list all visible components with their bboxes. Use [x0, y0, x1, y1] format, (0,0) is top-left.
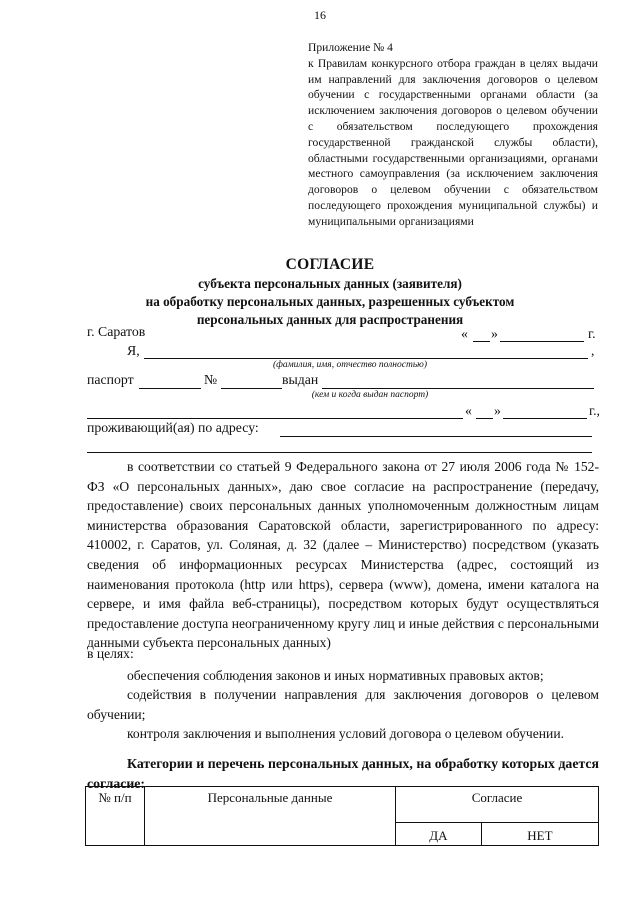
purpose-item-2: содействия в получении направления для заключения договоров о целевом обучении;	[87, 687, 599, 722]
fio-comma: ,	[591, 343, 595, 358]
table-header-yes: ДА	[396, 823, 482, 846]
passport-number-label: №	[204, 372, 218, 387]
date-year-suffix: г.	[588, 326, 596, 341]
subtitle-line-1: субъекта персональных данных (заявителя)	[198, 276, 462, 291]
address-line-1[interactable]	[280, 436, 592, 437]
issued-label: выдан	[282, 372, 319, 387]
categories-heading: Категории и перечень персональных данных, на обработку которых дается согласие:	[87, 756, 599, 791]
ya-label: Я,	[127, 343, 140, 358]
date-open-quote: «	[461, 326, 468, 341]
address-label: проживающий(ая) по адресу:	[87, 420, 259, 435]
consent-title: СОГЛАСИЕ	[285, 256, 375, 273]
passport-label: паспорт	[87, 372, 134, 387]
purpose-item-1: обеспечения соблюдения законов и иных нормативных правовых актов;	[127, 668, 544, 683]
date2-close-quote: »	[494, 403, 501, 418]
appendix-block	[308, 40, 598, 230]
issued-line-2[interactable]	[87, 418, 463, 419]
date2-open-quote: «	[465, 403, 472, 418]
page-number: 16	[314, 8, 326, 22]
issued-line[interactable]	[322, 388, 594, 389]
subtitle-line-2: на обработку персональных данных, разрешенных субъектом	[145, 294, 515, 309]
date2-year-suffix: г.,	[589, 403, 601, 418]
fio-hint: (фамилия, имя, отчество полностью)	[272, 360, 428, 370]
table-header-data: Персональные данные	[145, 787, 396, 846]
consent-paragraph: в соответствии со статьей 9 Федерального закона от 27 июля 2006 года № 152-ФЗ «О персональных данных», даю свое согласие на распространение (передачу, предоставление) своих персональных данных уполномоченным должностным лицам министерства образования Саратовской области, зарегистрированного по адресу: 410002, г. Саратов, ул. Соляная, д. 32 (далее – Министерство) посредством (указать сведения об информационных ресурсах Министерства (адрес, состоящий из наименования протокола (http или https), сервера (www), домена, имени каталога на сервере, и имя файла веб-страницы), посредством которых будут осуществляться предоставление доступа неограниченному кругу лиц и иные действия с персональными данными субъекта персональных данных)	[87, 459, 599, 651]
appendix-title: Приложение № 4	[308, 41, 393, 54]
personal-data-table	[85, 786, 599, 846]
appendix-text: к Правилам конкурсного отбора граждан в целях выдачи им направлений для заключения договоров о целевом обучении с государственными органами области (за исключением заключения договоров о целевом обучении с обязательством последующего прохождения государственной гражданской службы области), областными государственными организациями, органами местного самоуправления (за исключением заключения договоров о целевом обучении с обязательством последующего прохождения муниципальной службы) и муниципальными организациями	[308, 56, 598, 228]
passport-number-line[interactable]	[221, 388, 282, 389]
date-close-quote: »	[491, 326, 498, 341]
date-month-line[interactable]	[500, 341, 584, 342]
date2-month-line[interactable]	[503, 418, 587, 419]
purpose-item-3: контроля заключения и выполнения условий договора о целевом обучении.	[127, 726, 564, 741]
table-header-number: № п/п	[86, 787, 145, 846]
table-header-consent: Согласие	[396, 787, 599, 823]
table-header-no: НЕТ	[481, 823, 598, 846]
city-label: г. Саратов	[87, 324, 146, 339]
issued-hint: (кем и когда выдан паспорт)	[311, 390, 429, 400]
passport-series-line[interactable]	[139, 388, 201, 389]
purposes-label: в целях:	[87, 646, 134, 661]
date-day-line[interactable]	[473, 341, 490, 342]
address-line-2[interactable]	[87, 452, 592, 453]
date2-day-line[interactable]	[476, 418, 493, 419]
fio-line[interactable]	[144, 358, 588, 359]
subtitle-line-3: персональных данных для распространения	[196, 312, 464, 327]
